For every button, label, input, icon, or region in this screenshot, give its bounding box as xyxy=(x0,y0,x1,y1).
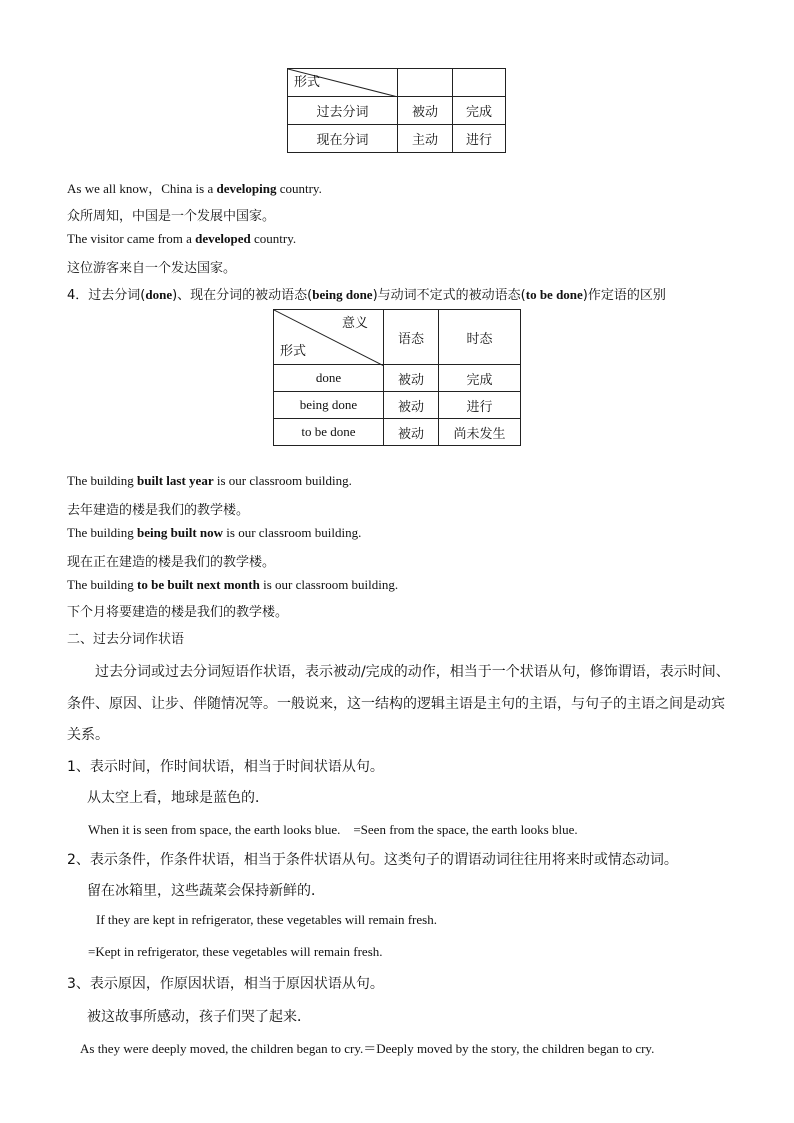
example-sentence-en: The building built last year is our classroom building. xyxy=(67,473,352,488)
table2-col-header: 时态 xyxy=(439,310,521,365)
item-heading: 2、表示条件，作条件状语，相当于条件状语从句。这类句子的谓语动词往往用将来时或情态动词。 xyxy=(67,852,678,868)
table2-cell: 被动 xyxy=(384,365,439,392)
example-sentence-cn: 被这故事所感动，孩子们哭了起来． xyxy=(87,1009,311,1025)
example-sentence-en: When it is seen from space, the earth looks blue. =Seen from the space, the earth looks blue. xyxy=(88,822,578,837)
participle-table-1 xyxy=(287,68,506,153)
example-sentence-en: As we all know，China is a developing country. xyxy=(67,181,322,196)
table1-header-label: 形式 xyxy=(294,75,321,90)
table1-empty-cell xyxy=(453,69,506,97)
example-sentence-en: If they are kept in refrigerator, these vegetables will remain fresh. xyxy=(96,912,437,927)
item-heading: 1、表示时间，作时间状语，相当于时间状语从句。 xyxy=(67,759,384,775)
table2-cell: being done xyxy=(274,392,384,419)
section-4-heading: 4．过去分词(done)、现在分词的被动语态(being done)与动词不定式的被动语态(to be done)作定语的区别 xyxy=(67,287,666,303)
table1-cell: 过去分词 xyxy=(288,97,398,125)
table1-cell: 完成 xyxy=(453,97,506,125)
paragraph-line: 过去分词或过去分词短语作状语，表示被动/完成的动作，相当于一个状语从句，修饰谓语，表示时间、 xyxy=(95,664,730,680)
table2-cell: 被动 xyxy=(384,419,439,446)
table1-cell: 现在分词 xyxy=(288,125,398,153)
example-sentence-en: The visitor came from a developed country. xyxy=(67,231,297,246)
table2-diagonal-header xyxy=(274,310,384,365)
example-sentence-cn: 去年建造的楼是我们的教学楼。 xyxy=(67,503,250,518)
table2-header-bottom: 形式 xyxy=(280,344,307,359)
example-sentence-en: The building to be built next month is our classroom building. xyxy=(67,577,399,592)
table2-cell: to be done xyxy=(274,419,384,446)
example-sentence-cn: 从太空上看，地球是蓝色的． xyxy=(87,790,269,806)
paragraph-line: 条件、原因、让步、伴随情况等。一般说来，这一结构的逻辑主语是主句的主语，与句子的主语之间是动宾 xyxy=(67,696,725,712)
participle-table-2 xyxy=(273,309,521,446)
table2-cell: 完成 xyxy=(439,365,521,392)
table1-cell: 进行 xyxy=(453,125,506,153)
table2-header-top: 意义 xyxy=(342,316,369,331)
example-sentence-cn: 现在正在建造的楼是我们的教学楼。 xyxy=(67,555,276,570)
section-2-heading: 二、过去分词作状语 xyxy=(67,632,185,647)
table1-diagonal-header xyxy=(288,69,398,97)
example-sentence-cn: 众所周知，中国是一个发展中国家。 xyxy=(67,209,276,224)
example-sentence-en: =Kept in refrigerator, these vegetables will remain fresh. xyxy=(88,944,383,959)
table2-cell: 进行 xyxy=(439,392,521,419)
table2-cell: done xyxy=(274,365,384,392)
paragraph-line: 关系。 xyxy=(67,727,109,743)
example-sentence-en: As they were deeply moved, the children began to cry.＝Deeply moved by the story, the children began to cry. xyxy=(80,1041,655,1056)
table1-cell: 主动 xyxy=(398,125,453,153)
table2-cell: 尚未发生 xyxy=(439,419,521,446)
table2-col-header: 语态 xyxy=(384,310,439,365)
table2-cell: 被动 xyxy=(384,392,439,419)
item-heading: 3、表示原因，作原因状语，相当于原因状语从句。 xyxy=(67,976,384,992)
example-sentence-cn: 下个月将要建造的楼是我们的教学楼。 xyxy=(67,605,289,620)
table1-empty-cell xyxy=(398,69,453,97)
example-sentence-cn: 留在冰箱里，这些蔬菜会保持新鲜的． xyxy=(87,883,325,899)
example-sentence-en: The building being built now is our classroom building. xyxy=(67,525,362,540)
table1-cell: 被动 xyxy=(398,97,453,125)
example-sentence-cn: 这位游客来自一个发达国家。 xyxy=(67,261,237,276)
